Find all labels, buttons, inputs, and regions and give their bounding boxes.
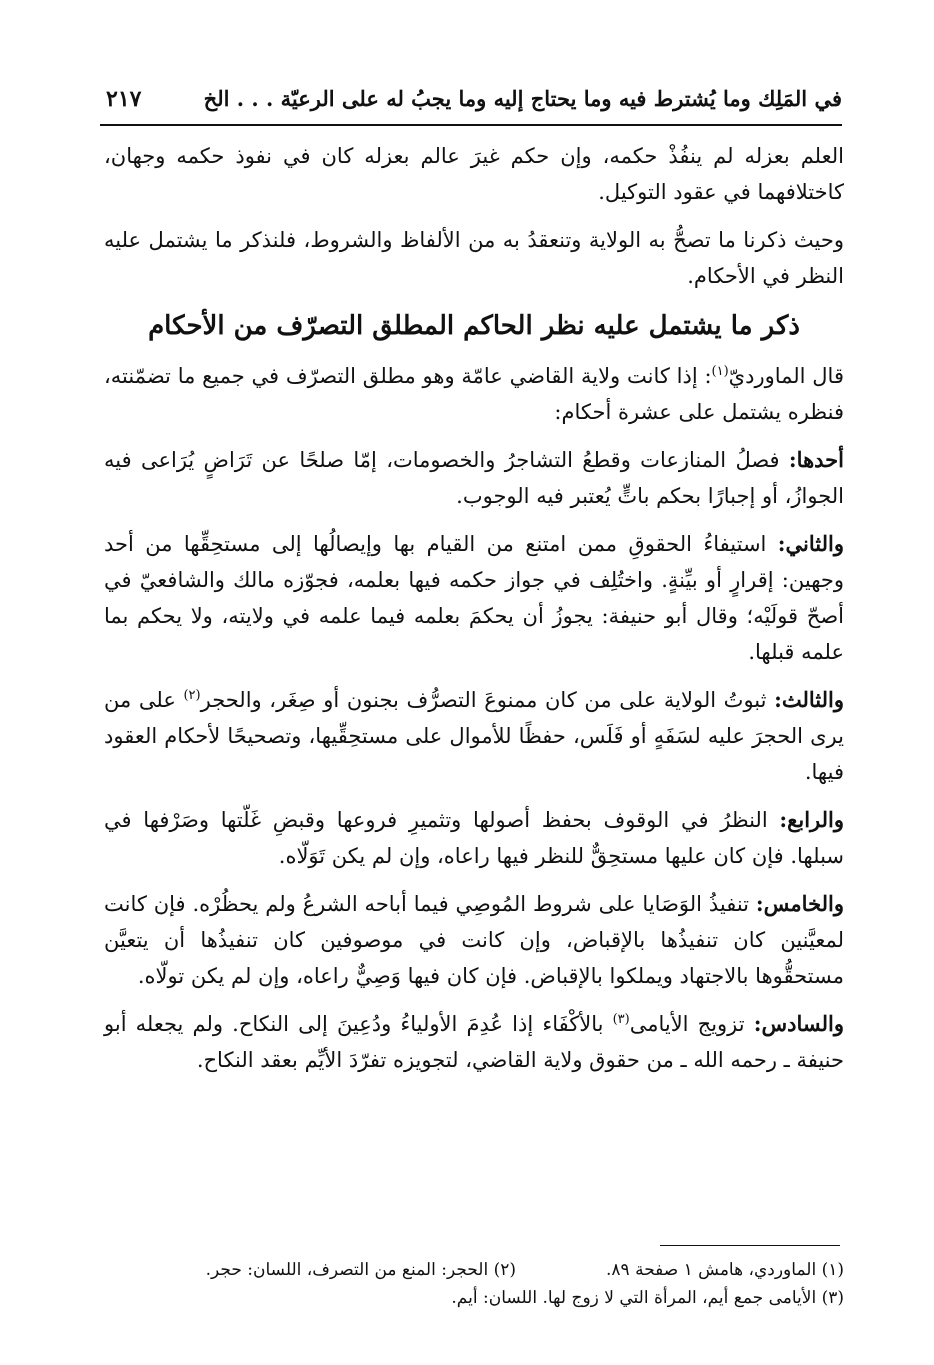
main-text [104,138,844,1090]
footnote-3: (٣) الأيامى جمع أيم، المرأة التي لا زوج لها. اللسان: أيم. [451,1288,844,1308]
footnote-rule [660,1245,840,1246]
item-second-text: استيفاءُ الحقوقِ ممن امتنع من القيام بها وإيصالُها إلى مستحِقِّها من أحد وجهين: إقرارٍ أو بيِّنةٍ. واختُلِف في جواز حكمه فيها بعلمه، فجوّزه مالك والشافعيّ في أصحّ قولَيْه؛ وقال أبو حنيفة: يجوزُ أن يحكمَ بعلمه فيما علمه في ولايته، ولا يحكم بما علمه قبلها. [104,532,844,664]
item-fourth [104,802,844,874]
item-third-text-start: ثبوتُ الولاية على من كان ممنوعَ التصرُّف بجنون أو صِغَر، والحجر [200,688,775,712]
item-first-text: فصلُ المنازعات وقطعُ التشاجرُ والخصومات، إمّا صلحًا عن تَرَاضٍ يُرَاعى فيه الجوازُ، أو إجبارًا بحكم باتٍّ يُعتبر فيه الوجوب. [104,448,844,508]
item-fourth-text: النظرُ في الوقوف بحفظ أصولها وتثميرِ فروعها وقبضِ غَلّتها وصَرْفها في سبلها. فإن كان عليها مستحِقٌّ للنظر فيها راعاه، وإن لم يكن تَوَلّاه. [104,808,844,868]
item-sixth [104,1006,844,1078]
footnote-row-1 [104,1256,844,1284]
intro-paragraph [104,358,844,430]
item-fifth-text: تنفيذُ الوَصَايا على شروط المُوصِي فيما أباحه الشرعُ ولم يحظُرْه. فإن كانت لمعيَّنين كان تنفيذُها بالإقباض، وإن كانت في موصوفين كان تنفيذُها أن يتعيَّن مستحقُّوها بالاجتهاد ويملكوا بالإقباض. فإن كان فيها وَصِيٌّ راعاه، وإن لم يكن تولّاه. [104,892,844,988]
intro-text-start: قال الماورديّ [728,364,844,388]
item-first [104,442,844,514]
item-fifth [104,886,844,994]
item-sixth-text-end: بالأكْفَاء إذا عُدِمَ الأولياءُ ودُعِينَ إلى النكاح. ولم يجعله أبو حنيفة ـ رحمه الله ـ من حقوق ولاية القاضي، لتجويزه تفرّدَ الأيِّم بعقد النكاح. [104,1012,844,1072]
header-rule [100,124,842,126]
paragraph-1: العلم بعزله لم ينفُذْ حكمه، وإن حكم غيرَ عالم بعزله كان في نفوذ حكمه وجهان، كاختلافهما في عقود التوكيل. [104,144,844,204]
footnote-2: (٢) الحجر: المنع من التصرف، اللسان: حجر. [205,1260,516,1280]
item-second [104,526,844,670]
page-number: ٢١٧ [106,86,142,112]
paragraph-2: وحيث ذكرنا ما تصحُّ به الولاية وتنعقدُ به من الألفاظ والشروط، فلنذكر ما يشتمل عليه النظر في الأحكام. [104,228,844,288]
item-fifth-lead: والخامس: [755,891,844,916]
section-heading: ذكر ما يشتمل عليه نظر الحاكم المطلق التصرّف من الأحكام [148,311,800,341]
item-third-lead: والثالث: [774,687,844,712]
footnote-row-2 [104,1284,844,1312]
footnote-ref-1: (١) [711,364,729,379]
footnote-ref-3: (٣) [612,1012,630,1027]
intro-text-end: : إذا كانت ولاية القاضي عامّة وهو مطلق التصرّف في جميع ما تضمّنته، فنظره يشتمل على عشرة أحكام: [104,364,844,424]
item-first-lead: أحدها: [788,447,844,472]
item-third [104,682,844,790]
item-second-lead: والثاني: [777,531,844,556]
item-third-text-end: على من يرى الحجرَ عليه لسَفَهٍ أو فَلَس، حفظًا للأموال على مستحِقِّيها، وتصحيحًا لأحكام العقود فيها. [104,688,844,784]
item-fourth-lead: والرابع: [779,807,844,832]
footnotes [104,1256,844,1312]
item-sixth-lead: والسادس: [753,1011,844,1036]
running-title: في المَلِك وما يُشترط فيه وما يحتاج إليه وما يجبُ له على الرعيّة . . . الخ [203,86,842,111]
item-sixth-text-start: تزويج الأيامى [629,1012,754,1036]
page-header [100,82,842,122]
footnote-ref-2: (٢) [183,688,201,703]
footnote-1: (١) الماوردي، هامش ١ صفحة ٨٩. [606,1260,844,1280]
